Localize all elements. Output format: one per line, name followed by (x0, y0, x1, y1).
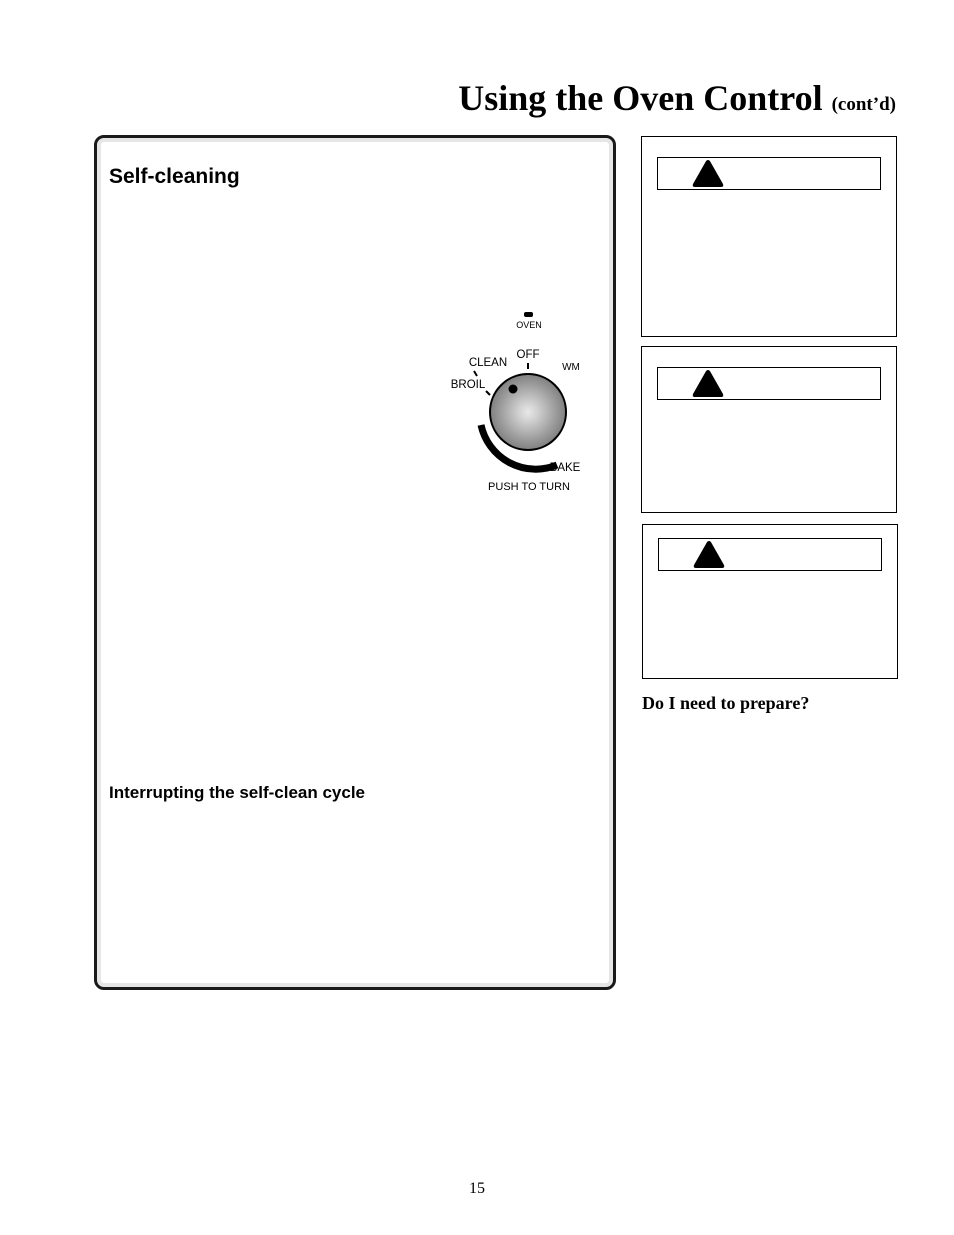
bake-label: BAKE (549, 462, 581, 474)
warning-header-bar (657, 367, 881, 400)
oven-control-knob (490, 374, 566, 450)
interrupting-self-clean-heading: Interrupting the self-clean cycle (109, 783, 366, 802)
warning-triangle-icon (692, 540, 726, 569)
broil-tick (486, 391, 490, 395)
prepare-heading: Do I need to prepare? (642, 693, 810, 713)
page-number: 15 (469, 1180, 485, 1197)
oven-indicator-label: OVEN (516, 320, 542, 330)
oven-control-knob-diagram (440, 305, 600, 495)
clean-tick (474, 371, 477, 376)
knob-pointer-dot (509, 385, 518, 394)
self-cleaning-panel (94, 135, 616, 990)
oven-indicator-light-icon (524, 312, 533, 317)
off-label: OFF (516, 349, 540, 361)
self-cleaning-heading: Self-cleaning (109, 165, 240, 188)
page-title-suffix: (cont’d) (831, 94, 896, 116)
push-to-turn-label: PUSH TO TURN (488, 481, 570, 493)
warning-triangle-icon (691, 159, 725, 188)
warning-box (641, 346, 897, 513)
wm-label: WM (562, 362, 580, 373)
warning-box (642, 524, 898, 679)
warning-header-bar (657, 157, 881, 190)
warning-box (641, 136, 897, 337)
page-title (458, 76, 896, 127)
clean-label: CLEAN (468, 357, 508, 369)
page-title-main: Using the Oven Control (458, 78, 823, 119)
warning-triangle-icon (691, 369, 725, 398)
warning-header-bar (658, 538, 882, 571)
broil-label: BROIL (450, 379, 486, 391)
